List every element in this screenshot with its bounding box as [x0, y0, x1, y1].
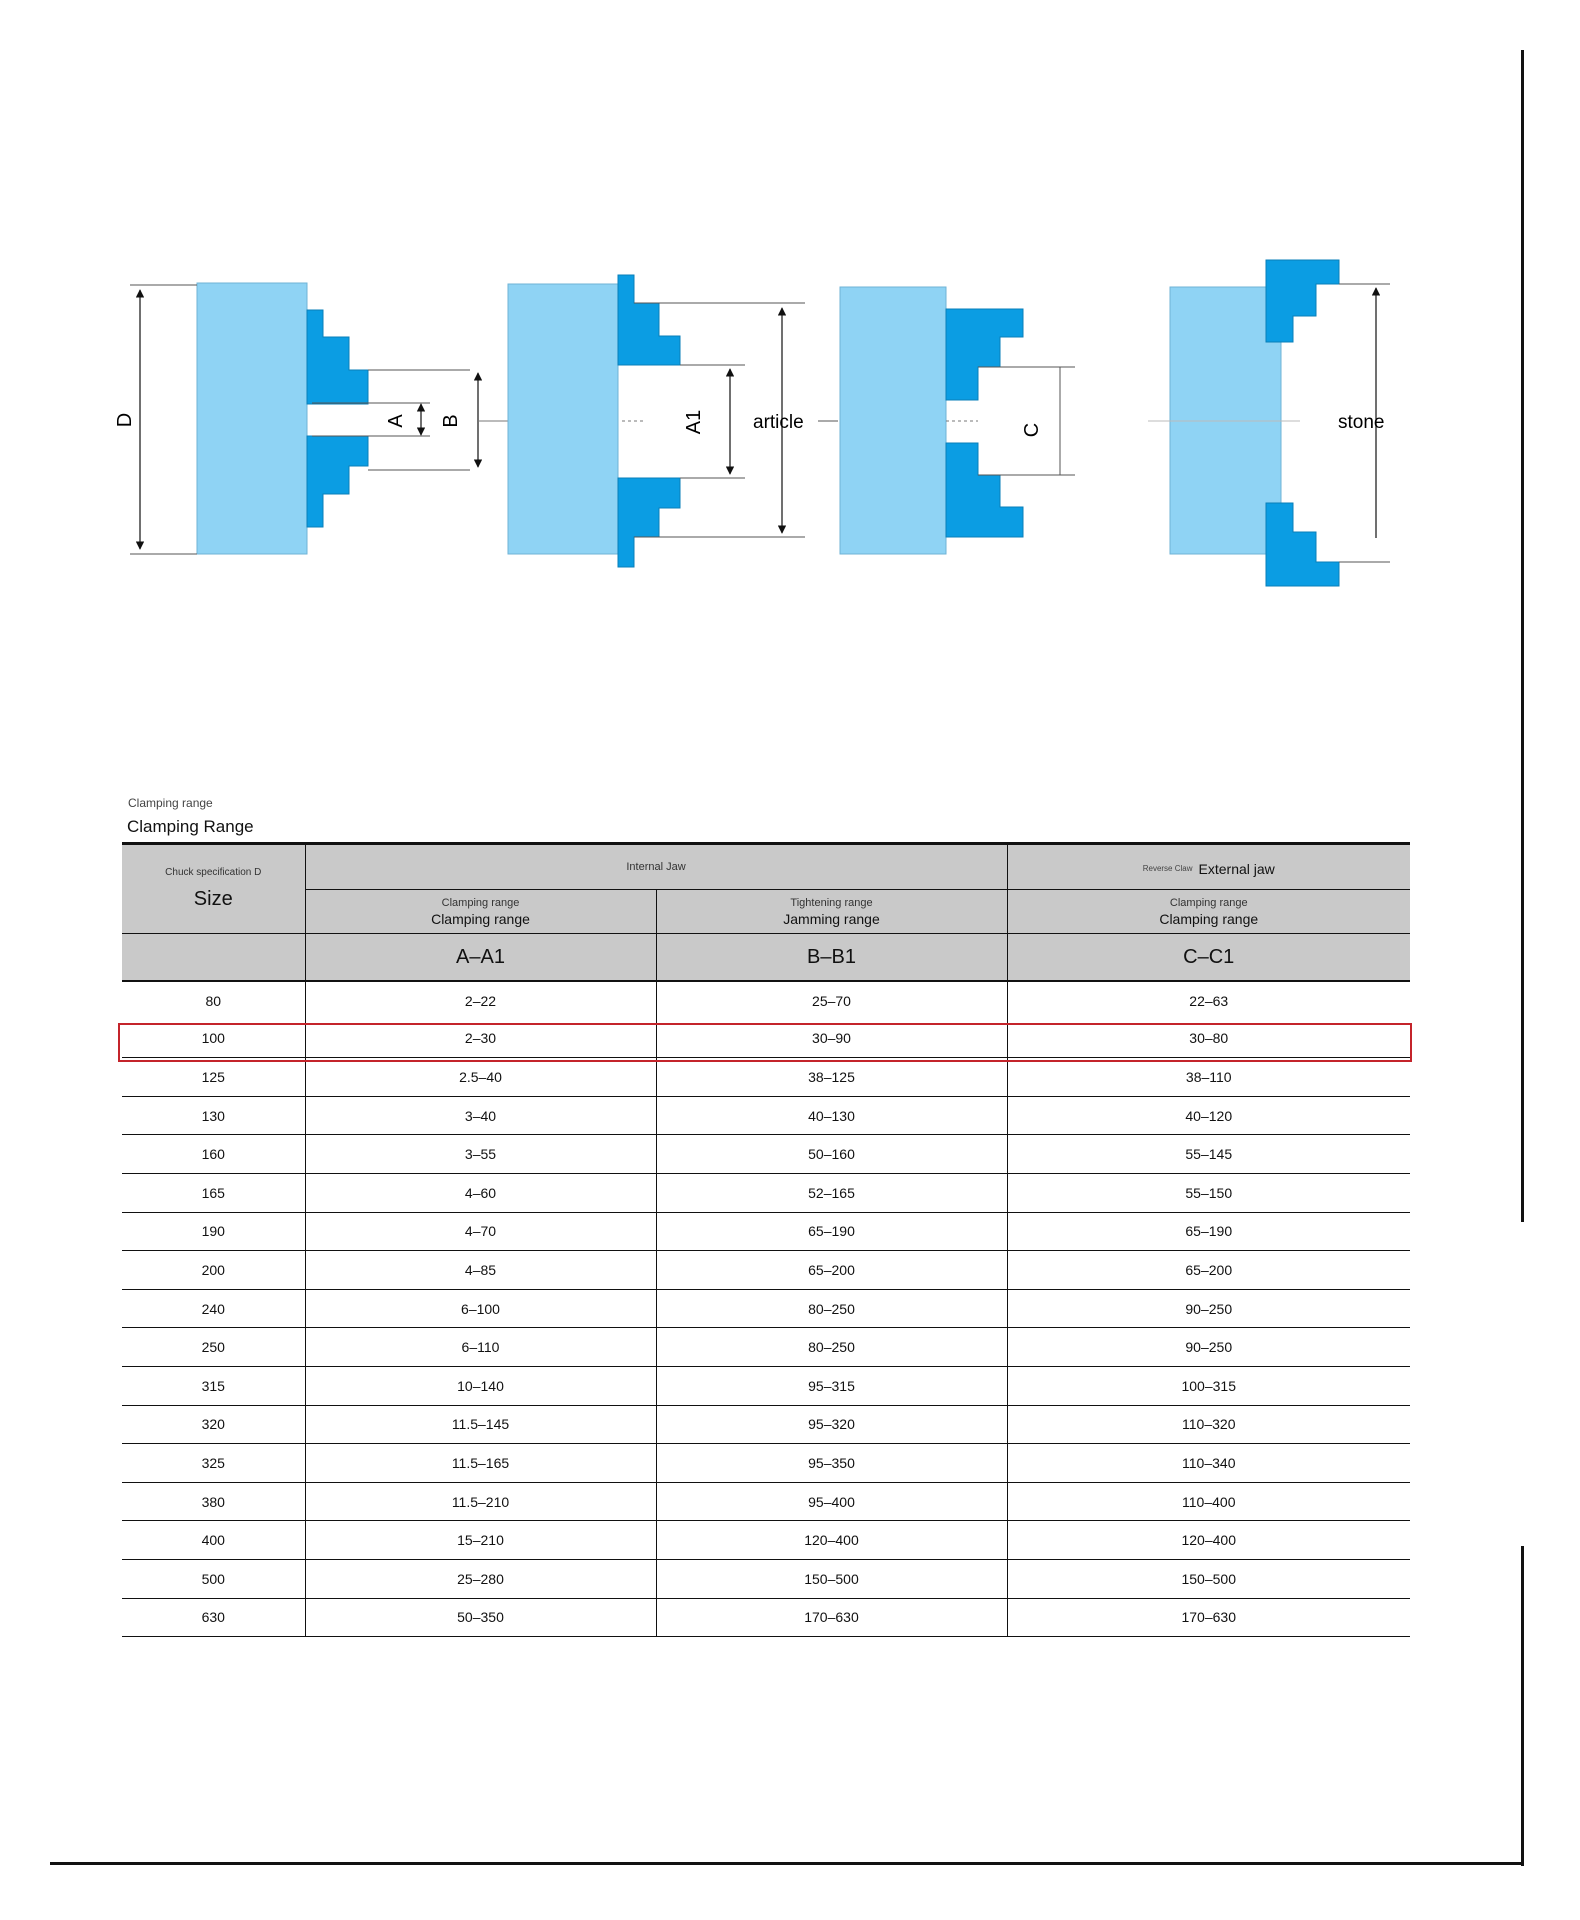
cell-c-c1: 110–320	[1007, 1405, 1410, 1444]
cell-a-a1: 25–280	[305, 1559, 656, 1598]
cell-c-c1: 150–500	[1007, 1559, 1410, 1598]
article-label: article	[753, 412, 804, 433]
cell-a-a1: 2–30	[305, 1020, 656, 1058]
table-row	[122, 1444, 1410, 1483]
clamping-range-table	[122, 842, 1410, 1637]
cell-b-b1: 25–70	[656, 981, 1007, 1020]
table-row	[122, 1212, 1410, 1251]
table-row	[122, 1405, 1410, 1444]
col-b-subheader: Tightening range Jamming range	[656, 890, 1007, 934]
cell-size: 80	[205, 992, 222, 1009]
lower-jaw	[307, 436, 368, 527]
cell-b-b1: 170–630	[656, 1598, 1007, 1637]
internal-jaw-group-header: Internal Jaw	[305, 844, 1007, 890]
lower-jaw	[946, 443, 1023, 537]
upper-jaw	[946, 309, 1023, 400]
dim-label-a: A	[385, 414, 407, 428]
dim-label-b: B	[440, 414, 462, 428]
table-row	[122, 1135, 1410, 1174]
cell-size: 190	[122, 1212, 305, 1251]
chuck-body	[840, 287, 946, 554]
col-b-code: B–B1	[656, 934, 1007, 982]
table-row	[122, 1058, 1410, 1097]
cell-c-c1: 100–315	[1007, 1366, 1410, 1405]
figure-external-jaw-c	[840, 287, 1075, 554]
dim-label-d: D	[114, 412, 136, 428]
table-row	[122, 1559, 1410, 1598]
cell-c-c1: 22–63	[1007, 981, 1410, 1020]
figure-reverse-claw	[1148, 260, 1390, 586]
cell-c-c1: 170–630	[1007, 1598, 1410, 1637]
table-row	[122, 1366, 1410, 1405]
stone-label: stone	[1338, 412, 1385, 433]
cell-size: 630	[122, 1598, 305, 1637]
cell-size: 250	[122, 1328, 305, 1367]
chuck-body	[197, 283, 307, 554]
frame-line-horizontal	[50, 1862, 1524, 1865]
table-row	[122, 981, 1410, 1020]
cell-c-c1: 90–250	[1007, 1328, 1410, 1367]
cell-c-c1: 40–120	[1007, 1096, 1410, 1135]
cell-b-b1: 65–190	[656, 1212, 1007, 1251]
cell-c-c1: 65–190	[1007, 1212, 1410, 1251]
table-row	[122, 1020, 1410, 1058]
table-row	[122, 1289, 1410, 1328]
upper-jaw	[307, 310, 368, 404]
cell-a-a1: 4–70	[305, 1212, 656, 1251]
cell-a-a1: 6–110	[305, 1328, 656, 1367]
table-row	[122, 1482, 1410, 1521]
dim-label-a1: A1	[683, 409, 705, 435]
upper-jaw	[1266, 260, 1339, 342]
cell-a-a1: 11.5–210	[305, 1482, 656, 1521]
cell-a-a1: 10–140	[305, 1366, 656, 1405]
cell-size: 500	[122, 1559, 305, 1598]
figure-internal-jaw-a-b	[114, 283, 508, 554]
cell-a-a1: 2.5–40	[305, 1058, 656, 1097]
cell-b-b1: 95–315	[656, 1366, 1007, 1405]
size-header-label: Size	[193, 888, 233, 910]
cell-b-b1: 95–400	[656, 1482, 1007, 1521]
size-header-small: Chuck specification D	[165, 867, 262, 878]
cell-c-c1: 30–80	[1007, 1020, 1410, 1058]
table-row	[122, 1096, 1410, 1135]
cell-c-c1: 120–400	[1007, 1521, 1410, 1560]
table-body	[122, 981, 1410, 1637]
cell-a-a1: 4–60	[305, 1173, 656, 1212]
cell-b-b1: 95–350	[656, 1444, 1007, 1483]
lower-jaw	[618, 478, 680, 567]
cell-b-b1: 30–90	[656, 1020, 1007, 1058]
cell-size: 380	[122, 1482, 305, 1521]
table-row	[122, 1173, 1410, 1212]
cell-a-a1: 2–22	[305, 981, 656, 1020]
table-row	[122, 1598, 1410, 1637]
cell-a-a1: 3–55	[305, 1135, 656, 1174]
cell-size: 100	[122, 1020, 305, 1058]
cell-size: 400	[122, 1521, 305, 1560]
col-a-subheader: Clamping range Clamping range	[305, 890, 656, 934]
chuck-body	[508, 284, 618, 554]
cell-size: 325	[122, 1444, 305, 1483]
cell-b-b1: 80–250	[656, 1328, 1007, 1367]
cell-a-a1: 11.5–145	[305, 1405, 656, 1444]
cell-a-a1: 11.5–165	[305, 1444, 656, 1483]
dim-label-c: C	[1021, 422, 1043, 438]
upper-jaw	[618, 275, 680, 365]
cell-c-c1: 55–145	[1007, 1135, 1410, 1174]
cell-b-b1: 65–200	[656, 1251, 1007, 1290]
cell-b-b1: 52–165	[656, 1173, 1007, 1212]
cell-size: 315	[122, 1366, 305, 1405]
cell-a-a1: 6–100	[305, 1289, 656, 1328]
table-row	[122, 1328, 1410, 1367]
section-caption: Clamping Range	[127, 817, 254, 836]
cell-c-c1: 65–200	[1007, 1251, 1410, 1290]
col-c-code: C–C1	[1007, 934, 1410, 982]
cell-c-c1: 90–250	[1007, 1289, 1410, 1328]
cell-c-c1: 55–150	[1007, 1173, 1410, 1212]
col-a-code: A–A1	[305, 934, 656, 982]
table-row	[122, 1251, 1410, 1290]
cell-b-b1: 38–125	[656, 1058, 1007, 1097]
cell-c-c1: 38–110	[1007, 1058, 1410, 1097]
col-c-subheader: Clamping range Clamping range	[1007, 890, 1410, 934]
size-header	[122, 844, 305, 934]
size-header-spacer	[122, 934, 305, 982]
cell-a-a1: 3–40	[305, 1096, 656, 1135]
cell-b-b1: 120–400	[656, 1521, 1007, 1560]
cell-b-b1: 40–130	[656, 1096, 1007, 1135]
cell-size: 160	[122, 1135, 305, 1174]
cell-c-c1: 110–400	[1007, 1482, 1410, 1521]
cell-size: 130	[122, 1096, 305, 1135]
cell-b-b1: 95–320	[656, 1405, 1007, 1444]
cell-b-b1: 80–250	[656, 1289, 1007, 1328]
section-caption-small: Clamping range	[128, 796, 213, 810]
cell-size: 165	[122, 1173, 305, 1212]
frame-line-vertical-lower	[1521, 1546, 1524, 1866]
chuck-jaw-diagram	[0, 0, 1580, 700]
cell-b-b1: 150–500	[656, 1559, 1007, 1598]
cell-size: 125	[122, 1058, 305, 1097]
table-row	[122, 1521, 1410, 1560]
cell-c-c1: 110–340	[1007, 1444, 1410, 1483]
frame-line-vertical	[1521, 50, 1524, 1222]
external-jaw-label: External jaw	[1198, 860, 1275, 877]
cell-a-a1: 15–210	[305, 1521, 656, 1560]
cell-size: 200	[122, 1251, 305, 1290]
external-jaw-group-header	[1007, 844, 1410, 890]
figure-internal-jaw-a1	[508, 275, 838, 567]
cell-size: 320	[122, 1405, 305, 1444]
lower-jaw	[1266, 503, 1339, 586]
reverse-claw-label: Reverse Claw	[1142, 863, 1193, 873]
cell-b-b1: 50–160	[656, 1135, 1007, 1174]
cell-a-a1: 4–85	[305, 1251, 656, 1290]
cell-a-a1: 50–350	[305, 1598, 656, 1637]
cell-size: 240	[122, 1289, 305, 1328]
